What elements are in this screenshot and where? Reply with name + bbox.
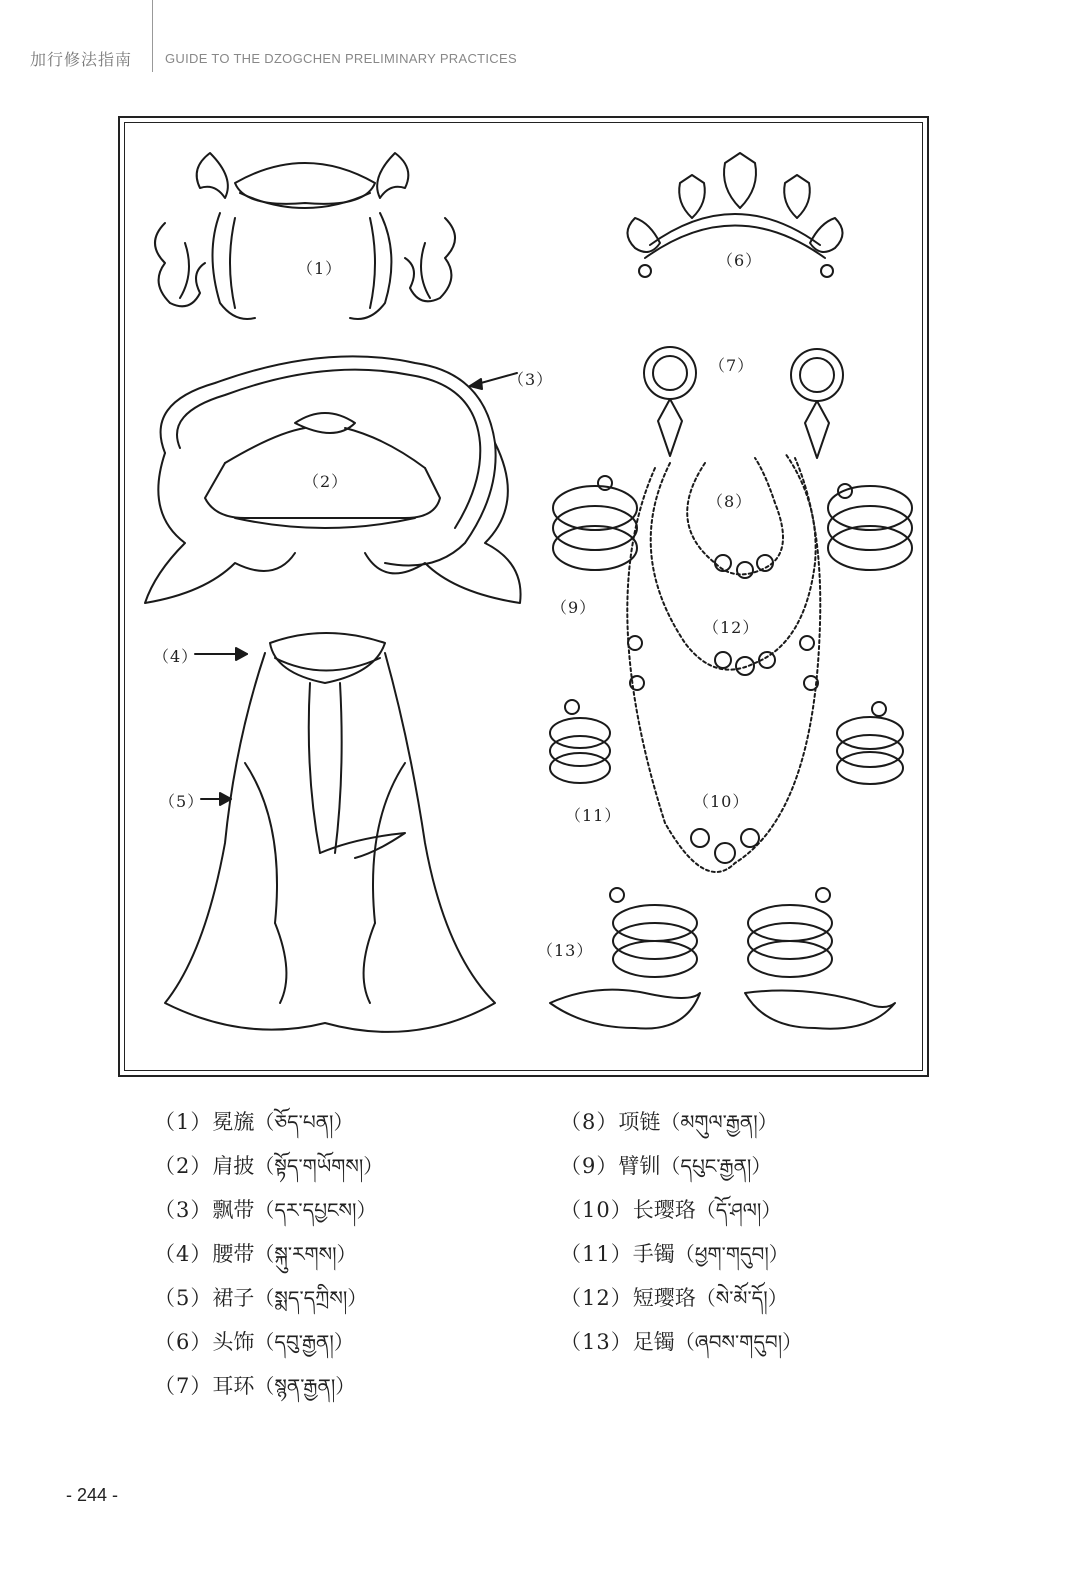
running-header [0, 0, 1080, 80]
crown-streamers-drawing [155, 153, 455, 319]
figure-label-10: （10） [693, 792, 750, 811]
figure-label-13: （13） [537, 941, 594, 960]
legend-item: （12）短璎珞（སེ་མོ་དོ།） [560, 1286, 788, 1310]
legend-item: （8）项链（མགུལ་རྒྱན།） [560, 1110, 778, 1134]
figure-label-12: （12） [703, 618, 760, 637]
figure-label-5: （5） [159, 792, 205, 811]
legend-item: （7）耳环（སྙན་རྒྱན།） [154, 1374, 356, 1398]
figure-label-3: （3） [508, 370, 554, 389]
legend-item: （9）臂钏（དཔུང་རྒྱན།） [560, 1154, 772, 1178]
figure-label-2: （2） [303, 472, 349, 491]
figure-label-4: （4） [153, 647, 199, 666]
legend-item: （11）手镯（ཕྱག་གདུབ།） [560, 1242, 789, 1266]
header-title-cn: 加行修法指南 [30, 50, 133, 69]
figure-label-9: （9） [551, 598, 597, 617]
legend-item: （4）腰带（སྐུ་རགས།） [154, 1242, 357, 1266]
legend-item: （10）长璎珞（དོ་ཤལ།） [560, 1198, 782, 1222]
page-number: - 244 - [66, 1485, 119, 1505]
ornaments-illustration [125, 123, 924, 1072]
legend-item: （2）肩披（སྟོད་གཡོགས།） [154, 1154, 384, 1178]
header-divider [152, 0, 153, 72]
legend-item: （5）裙子（སྨད་དཀྲིས།） [154, 1286, 368, 1310]
figure-label-6: （6） [717, 251, 763, 270]
figure-label-8: （8） [707, 492, 753, 511]
header-title-en: GUIDE TO THE DZOGCHEN PRELIMINARY PRACTICES [165, 51, 517, 66]
belt-skirt-drawing [165, 633, 495, 1032]
legend-item: （1）冕旒（ཅོད་པན།） [154, 1110, 354, 1134]
legend-item: （13）足镯（ཞབས་གདུབ།） [560, 1330, 803, 1354]
figure-label-1: （1） [297, 259, 343, 278]
legend-item: （3）飘带（དར་དཔྱངས།） [154, 1198, 377, 1222]
illustration-frame [124, 122, 923, 1071]
figure-label-11: （11） [565, 806, 622, 825]
legend-item: （6）头饰（དབུ་རྒྱན།） [154, 1330, 354, 1354]
figure-label-7: （7） [709, 356, 755, 375]
illustration-plate [118, 116, 929, 1077]
